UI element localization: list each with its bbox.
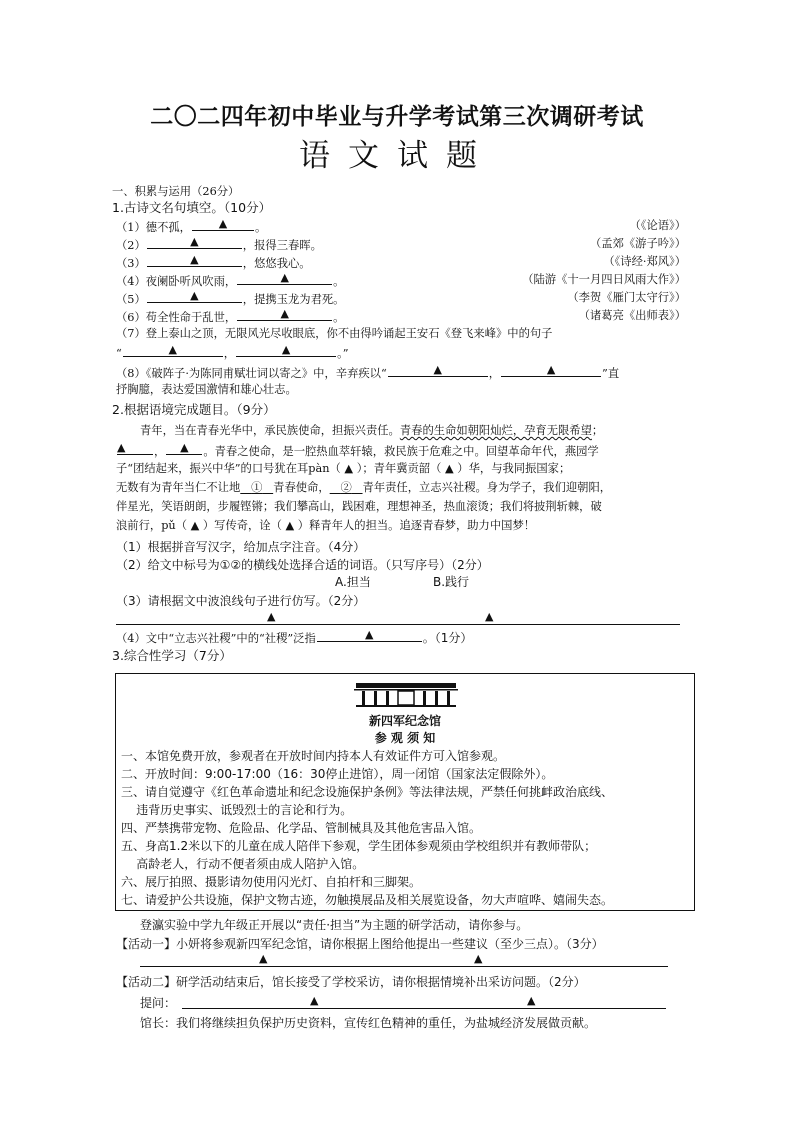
q3-activity-2: 【活动二】研学活动结束后，馆长接受了学校采访，请你根据情境补出采访问题。（2分） <box>116 975 586 989</box>
q1-item-6-source: （诸葛亮《出师表》） <box>578 309 686 322</box>
notice-rule: 三、请自觉遵守《红色革命遗址和纪念设施保护条例》等法律法规，严禁任何挑衅政治底线、 <box>121 785 614 799</box>
item-prefix: （6）苟全性命于乱世， <box>116 311 237 324</box>
q1-item-8-line2: 抒胸臆，表达爱国激情和雄心壮志。 <box>116 383 297 396</box>
blank-marker: ▲ <box>259 952 268 965</box>
item-prefix: （4）夜阑卧听风吹雨， <box>116 275 237 288</box>
item-suffix: 。 <box>254 221 267 234</box>
blank-number: ② <box>340 481 352 494</box>
blank-marker: ▲ <box>546 363 556 376</box>
blank-marker: ▲ <box>433 363 442 376</box>
answer-blank[interactable] <box>237 271 332 285</box>
answer-blank[interactable] <box>117 441 153 455</box>
q1-item-2 <box>116 235 322 254</box>
blank-marker: ▲ <box>281 343 291 356</box>
item-prefix: （1）德不孤， <box>116 221 191 234</box>
q2-sub3: （3）请根据文中波浪线句子进行仿写。（2分） <box>116 594 366 608</box>
answer-blank[interactable] <box>147 289 242 303</box>
notice-rule: 违背历史事实、诋毁烈士的言论和行为。 <box>121 803 353 817</box>
q2-stem: 2.根据语境完成题目。（9分） <box>112 402 276 417</box>
q2-passage-line3: 子“团结起来，振兴中华”的口号犹在耳pàn（ ▲ ）；青年冀贡韶（ ▲ ）华，与我同振国家； <box>116 462 571 475</box>
item-prefix: （8）《破阵子·为陈同甫赋壮词以寄之》中，辛弃疾以“ <box>116 367 387 380</box>
q1-stem: 1.古诗文名句填空。（10分） <box>112 200 272 215</box>
exam-title: 二〇二四年初中毕业与升学考试第三次调研考试 <box>150 103 644 130</box>
notice-rule: 七、请爱护公共设施，保护文物古迹，勿触摸展品及相关展览设备，勿大声喧哗、嬉闹失态。 <box>121 893 614 907</box>
blank-marker: ▲ <box>190 253 199 266</box>
q2-sub4 <box>116 628 472 647</box>
blank-2[interactable] <box>330 481 363 494</box>
answer-blank[interactable] <box>236 343 336 357</box>
notice-rule: 二、开放时间：9:00-17:00（16：30停止进馆），周一闭馆（国家法定假除外）。 <box>121 767 554 781</box>
q1-item-8-line1 <box>116 363 619 382</box>
passage-text: 无数有为青年当仁不让地 <box>116 481 241 494</box>
q2-passage-line5: 伴星光，笑语朗朗，步履铿锵；我们攀高山，践困难，理想神圣，热血滚烫；我们将披荆斩棘，破 <box>116 500 602 513</box>
q1-item-3-source: （《诗经·郑风》） <box>603 255 686 268</box>
interview-question-line[interactable] <box>182 1008 666 1009</box>
memorial-hall-icon <box>354 678 458 708</box>
answer-blank[interactable] <box>166 441 202 455</box>
blank-marker: ▲ <box>365 628 374 641</box>
answer-blank[interactable] <box>192 217 254 231</box>
blank-number: ① <box>251 481 263 494</box>
notice-subtitle: 参 观 须 知 <box>374 731 436 745</box>
q3-activity-1: 【活动一】小妍将参观新四军纪念馆，请你根据上图给他提出一些建议（至少三点）。（3分） <box>116 937 604 951</box>
q1-item-5 <box>116 289 344 308</box>
q2-option-b: B.践行 <box>433 575 470 589</box>
activity-1-answer-line[interactable] <box>140 966 668 967</box>
blank-marker: ▲ <box>310 994 319 1007</box>
q2-passage-line6: 浪前行，pǔ（ ▲ ）写传奇，诠（ ▲ ）释青年人的担当。追逐青春梦，助力中国梦！ <box>116 519 536 532</box>
q1-item-7-line1: （7）登上泰山之顶，无限风光尽收眼底，你不由得吟诵起王安石《登飞来峰》中的句子 <box>116 327 553 340</box>
notice-board <box>115 673 695 911</box>
blank-marker: ▲ <box>190 289 199 302</box>
q2-sub1: （1）根据拼音写汉字，给加点字注音。（4分） <box>116 540 366 554</box>
passage-text: 青春使命， <box>273 481 330 494</box>
blank-marker: ▲ <box>280 271 289 284</box>
q3-stem: 3.综合性学习（7分） <box>112 648 232 663</box>
notice-rule: 高龄老人，行动不便者须由成人陪护入馆。 <box>121 857 365 871</box>
notice-rule: 五、身高1.2米以下的儿童在成人陪伴下参观，学生团体参观须由学校组织并有教师带队； <box>121 839 597 853</box>
q1-item-5-source: （李贺《雁门太守行》） <box>567 291 686 304</box>
item-prefix: （4）文中“立志兴社稷”中的“社稷”泛指 <box>116 632 316 645</box>
passage-text: ； <box>591 424 604 437</box>
item-prefix: （2） <box>116 239 146 252</box>
blank-marker: ▲ <box>180 441 189 454</box>
notice-title: 新四军纪念馆 <box>368 714 441 728</box>
q2-passage-line2: ▲ ， ▲ 。青春之使命，是一腔热血萃轩辕，救民族于危难之中。回望革命年代，燕园学 <box>117 441 599 458</box>
answer-blank[interactable] <box>237 307 332 321</box>
q2-sub2: （2）给文中标号为①②的横线处选择合适的词语。（只写序号）（2分） <box>116 558 489 572</box>
item-suffix: 。（1分） <box>422 631 473 645</box>
blank-1[interactable] <box>240 481 273 494</box>
blank-marker: ▲ <box>117 441 126 454</box>
q3-intro: 登瀛实验中学九年级正开展以“责任·担当”为主题的研学活动，请你参与。 <box>140 918 529 932</box>
answer-blank[interactable] <box>147 235 242 249</box>
item-suffix: 。 <box>333 275 345 288</box>
answer-blank[interactable] <box>388 363 488 377</box>
item-suffix: ”直 <box>602 367 620 380</box>
q2-passage-line1 <box>140 422 603 439</box>
q1-item-3 <box>116 253 311 272</box>
passage-text: 。青春之使命，是一腔热血萃轩辕，救民族于危难之中。回望革命年代，燕园学 <box>203 445 599 458</box>
wavy-sentence: 青春的生命如朝阳灿烂，孕育无限希望 <box>399 424 592 437</box>
passage-text: 青年，当在青春光华中，承民族使命，担振兴责任。 <box>140 424 400 437</box>
answer-blank[interactable] <box>317 628 422 642</box>
item-suffix: ，报得三春晖。 <box>242 239 322 252</box>
item-prefix: （3） <box>116 257 146 270</box>
answer-blank[interactable] <box>123 343 223 357</box>
quote-close: 。” <box>337 347 349 360</box>
q1-item-2-source: （孟郊《游子吟》） <box>589 237 686 250</box>
notice-rule: 一、本馆免费开放，参观者在开放时间内持本人有效证件方可入馆参观。 <box>121 749 506 763</box>
blank-marker: ▲ <box>190 235 199 248</box>
quote-sep: ， <box>223 347 236 360</box>
q1-item-7-line2 <box>116 343 349 362</box>
q1-item-1-source: （《论语》） <box>629 219 686 232</box>
q2-sub3-answer-line[interactable] <box>116 624 680 625</box>
answer-blank[interactable] <box>501 363 601 377</box>
q1-item-6 <box>116 307 344 326</box>
q1-item-4 <box>116 271 344 290</box>
item-suffix: 。 <box>333 311 345 324</box>
item-prefix: （5） <box>116 293 146 306</box>
quote-open: “ <box>116 347 122 360</box>
q1-item-4-source: （陆游《十一月四日风雨大作》） <box>522 273 686 286</box>
item-suffix: ，提携玉龙为君死。 <box>242 293 345 306</box>
blank-marker: ▲ <box>485 610 494 623</box>
q2-option-a: A.担当 <box>335 575 371 589</box>
blank-marker: ▲ <box>168 343 178 356</box>
item-suffix: ，悠悠我心。 <box>242 257 311 270</box>
blank-marker: ▲ <box>218 217 228 230</box>
exam-subtitle: 语文试题 <box>299 138 495 174</box>
q2-passage-line4 <box>116 479 611 496</box>
passage-text: 青年责任，立志兴社稷。身为学子，我们迎朝阳， <box>362 481 612 494</box>
q1-item-1 <box>116 217 266 236</box>
answer-blank[interactable] <box>147 253 242 267</box>
curator-answer: 馆长：我们将继续担负保护历史资料，宣传红色精神的重任，为盐城经济发展做贡献。 <box>140 1016 597 1030</box>
blank-marker: ▲ <box>280 307 289 320</box>
blank-marker: ▲ <box>267 610 276 623</box>
quote-sep: ， <box>488 367 501 380</box>
notice-rule: 四、严禁携带宠物、危险品、化学品、管制械具及其他危害品入馆。 <box>121 821 482 835</box>
blank-marker: ▲ <box>474 952 483 965</box>
blank-marker: ▲ <box>527 994 536 1007</box>
notice-rule: 六、展厅拍照、摄影请勿使用闪光灯、自拍杆和三脚架。 <box>121 875 422 889</box>
interview-question-label: 提问： <box>140 996 177 1010</box>
section-heading: 一、积累与运用（26分） <box>112 185 240 198</box>
